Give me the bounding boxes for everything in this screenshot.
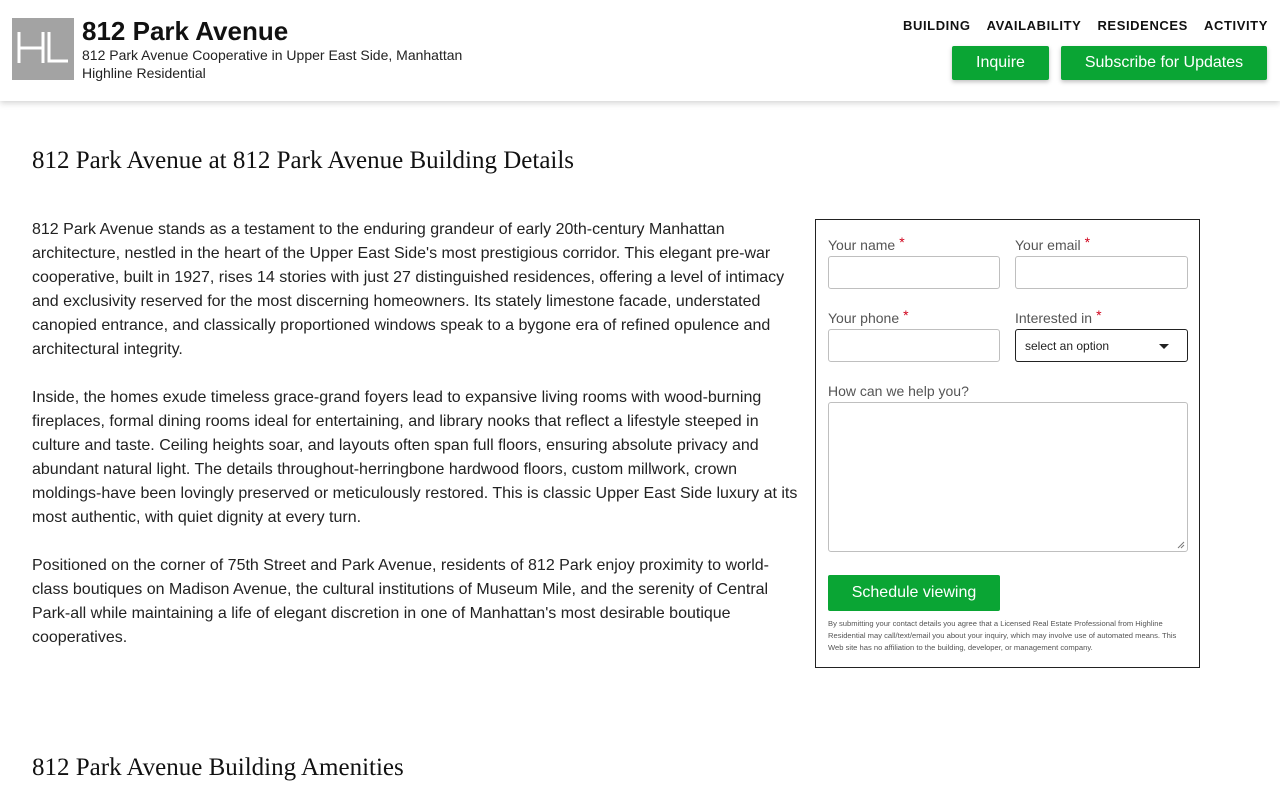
description-paragraph: Positioned on the corner of 75th Street and Park Avenue, residents of 812 Park enjoy proximity to world-class boutiques on Madison Avenue, the cultural institutions of Museum Mile, and the serenity of Central Park-all while maintaining a life of elegant discretion in one of Manhattan's most desirable boutique cooperatives. — [32, 557, 770, 646]
site-header — [0, 0, 1280, 101]
description-paragraph: Inside, the homes exude timeless grace-grand foyers lead to expansive living rooms with wood-burning fireplaces, formal dining rooms ideal for entertaining, and library nooks that reflect a lifestyle steeped in culture and taste. Ceiling heights soar, and layouts often span full floors, ensuring absolute privacy and abundant natural light. The details throughout-herringbone hardwood floors, custom millwork, crown moldings-have been lovingly preserved or meticulously restored. This is classic Upper East Side luxury at its most authentic, with quiet dignity at every turn. — [32, 389, 798, 526]
hl-logo-icon[interactable] — [12, 18, 74, 80]
email-label: Your email * — [1015, 234, 1091, 253]
required-mark: * — [903, 307, 909, 323]
required-mark: * — [1096, 307, 1102, 323]
name-input[interactable] — [828, 256, 1000, 289]
form-disclaimer: By submitting your contact details you agree that a Licensed Real Estate Professional from Highline Residential may call/text/email you about your inquiry, which may involve use of automated means. This Web site has no affiliation to the building, developer, or management company. — [828, 619, 1177, 652]
email-input[interactable] — [1015, 256, 1188, 289]
chevron-down-icon — [1159, 344, 1169, 349]
interest-select[interactable] — [1015, 329, 1188, 362]
inquiry-form — [815, 219, 1200, 668]
required-mark: * — [899, 234, 905, 250]
company-name: Highline Residential — [82, 65, 206, 81]
required-mark: * — [1084, 234, 1091, 250]
nav-residences[interactable]: RESIDENCES — [1097, 18, 1188, 33]
nav-availability[interactable]: AVAILABILITY — [986, 18, 1082, 33]
interest-select-value: select an option — [1025, 338, 1110, 353]
name-label: Your name * — [828, 234, 905, 253]
building-amenities-heading: 812 Park Avenue Building Amenities — [32, 754, 404, 781]
resize-grip-icon[interactable] — [1177, 541, 1185, 549]
building-title[interactable]: 812 Park Avenue — [82, 16, 289, 46]
nav-building[interactable]: BUILDING — [902, 18, 971, 33]
building-details-heading: 812 Park Avenue at 812 Park Avenue Building Details — [32, 147, 575, 174]
building-description — [32, 218, 802, 674]
description-paragraph: 812 Park Avenue stands as a testament to the enduring grandeur of early 20th-century Manhattan architecture, nestled in the heart of the Upper East Side's most prestigious corridor. This elegant pre-war cooperative, built in 1927, rises 14 stories with just 27 distinguished residences, offering a level of intimacy and exclusivity reserved for the most discerning homeowners. Its stately limestone facade, understated canopied entrance, and classically proportioned windows speak to a bygone era of refined opulence and architectural integrity. — [32, 221, 785, 358]
help-label: How can we help you? — [828, 383, 969, 399]
phone-label: Your phone * — [828, 307, 909, 326]
phone-input[interactable] — [828, 329, 1000, 362]
building-subtitle: 812 Park Avenue Cooperative in Upper East Side, Manhattan — [82, 47, 463, 63]
interest-label: Interested in * — [1015, 307, 1102, 326]
subscribe-button[interactable]: Subscribe for Updates — [1061, 46, 1267, 80]
inquire-button[interactable]: Inquire — [952, 46, 1049, 80]
schedule-viewing-button[interactable]: Schedule viewing — [828, 575, 1000, 611]
nav-activity[interactable]: ACTIVITY — [1203, 18, 1268, 33]
main-nav — [903, 18, 1268, 34]
help-textarea[interactable] — [828, 402, 1188, 552]
